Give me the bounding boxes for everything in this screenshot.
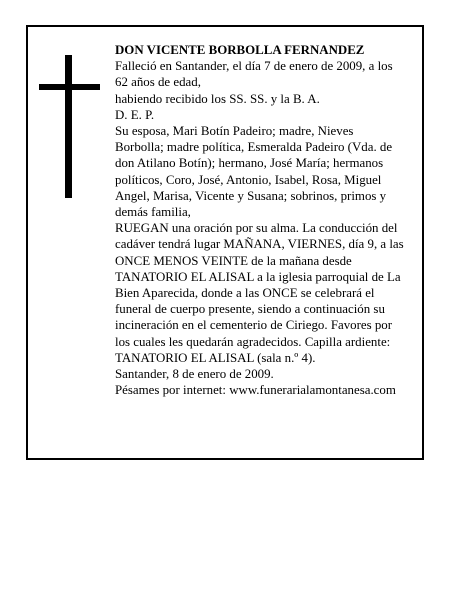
notice-text — [115, 42, 417, 398]
ceremony-line: TANATORIO EL ALISAL a la iglesia parroquial de La — [115, 269, 401, 284]
ceremony-line: TANATORIO EL ALISAL (sala n.º 4). — [115, 350, 316, 365]
death-line-1: Falleció en Santander, el día 7 de enero de 2009, a los — [115, 59, 393, 74]
family-line: Borbolla; madre política, Esmeralda Padeiro (Vda. de — [115, 140, 393, 155]
rip-line: D. E. P. — [115, 107, 155, 122]
ceremony-line: Bien Aparecida, donde a las ONCE se celebrará el — [115, 286, 375, 301]
family-line: Angel, Marisa, Vicente y Susana; sobrinos, primos y — [115, 188, 387, 203]
family-line: Su esposa, Mari Botín Padeiro; madre, Nieves — [115, 124, 354, 139]
family-line: políticos, Coro, José, Antonio, Isabel, Rosa, Miguel — [115, 172, 382, 187]
cross-horizontal-bar — [39, 84, 100, 90]
ceremony-line: ONCE MENOS VEINTE de la mañana desde — [115, 253, 352, 268]
sacraments-line: habiendo recibido los SS. SS. y la B. A. — [115, 91, 320, 106]
obituary-notice — [26, 25, 424, 460]
cross-vertical-bar — [65, 55, 72, 198]
death-line-2: 62 años de edad, — [115, 75, 201, 90]
family-line: demás familia, — [115, 205, 191, 220]
date-line: Santander, 8 de enero de 2009. — [115, 367, 274, 382]
ceremony-line: RUEGAN una oración por su alma. La conducción del — [115, 221, 398, 236]
ceremony-line: cadáver tendrá lugar MAÑANA, VIERNES, día 9, a las — [115, 237, 404, 252]
ceremony-line: los cuales les quedarán agradecidos. Capilla ardiente: — [115, 334, 391, 349]
condolences-line: Pésames por internet: www.funerarialamontanesa.com — [115, 383, 396, 398]
family-line: don Atilano Botín); hermano, José María; hermanos — [115, 156, 384, 171]
deceased-name: DON VICENTE BORBOLLA FERNANDEZ — [115, 43, 365, 57]
ceremony-line: funeral de cuerpo presente, siendo a continuación su — [115, 302, 385, 317]
ceremony-line: incineración en el cementerio de Ciriego. Favores por — [115, 318, 393, 333]
